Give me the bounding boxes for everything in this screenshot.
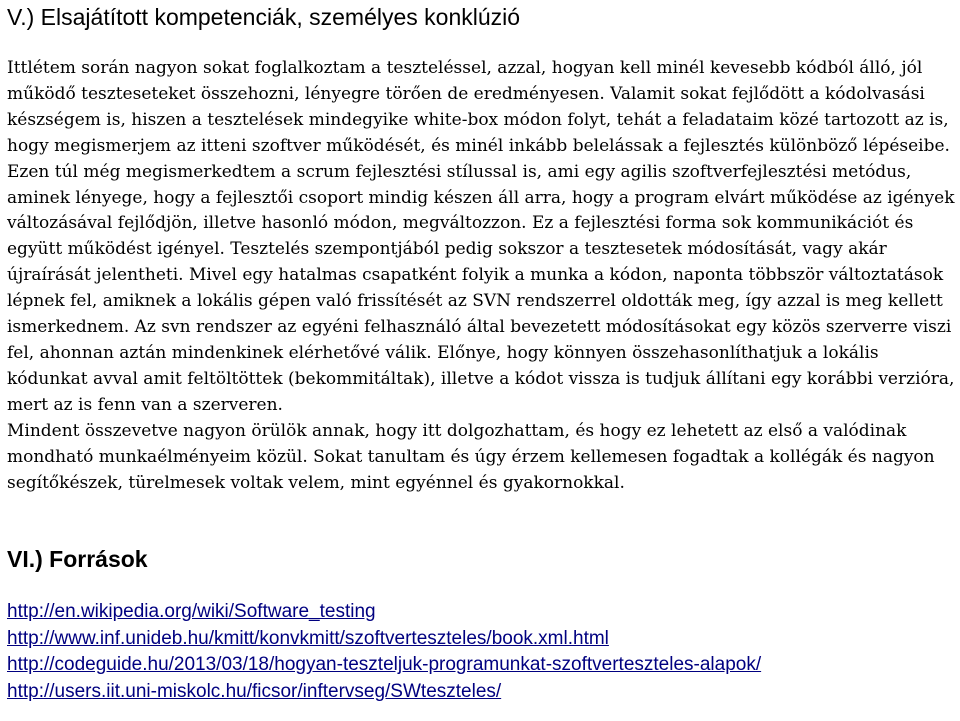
conclusion-paragraph-1: Ittlétem során nagyon sokat foglalkoztam a teszteléssel, azzal, hogyan kell minél kevesebb kódból álló, jól működő teszteseteket összehozni, lényegre törően de eredményesen. Valamit sokat fejlődött a kódolvasási készségem is, hiszen a tesztelések mindegyike white-box módon folyt, tehát a feladataim közé tartozott az is, hogy megismerjem az itteni szoftver működését, és minél inkább belelássak a fejlesztés különböző lépéseibe. Ezen túl még megismerkedtem a scrum fejlesztési stílussal is, ami egy agilis szoftverfejlesztési metódus, aminek lényege, hogy a fejlesztői csoport mindig készen áll arra, hogy a program elvárt működése az igények változásával fejlődjön, illetve hasonló módon, megváltozzon. Ez a fejlesztési forma sok kommunikációt és együtt működést igényel. Tesztelés szempontjából pedig sokszor a tesztesetek módosítását, vagy akár újraírását jelentheti. Mivel egy hatalmas csapatként folyik a munka a kódon, naponta többször változtatások lépnek fel, amiknek a lokális gépen való frissítését az SVN rendszerrel oldották meg, így azzal is meg kellett ismerkednem. Az svn rendszer az egyéni felhasználó által bevezetett módosításokat egy közös szerverre viszi fel, ahonnan aztán mindenkinek elérhetővé válik. Előnye, hogy könnyen összehasonlíthatjuk a lokális kódunkat avval amit feltöltöttek (bekommitáltak), illetve a kódot vissza is tudjuk állítani egy korábbi verzióra, mert az is fenn van a szerveren. bbox=[7, 58, 955, 415]
source-link[interactable]: http://users.iit.uni-miskolc.hu/ficsor/inftervseg/SWteszteles/ bbox=[7, 680, 502, 702]
section-heading-sources: VI.) Források bbox=[7, 546, 148, 573]
document-page bbox=[7, 0, 955, 721]
source-item bbox=[7, 652, 955, 678]
section-heading-conclusion: V.) Elsajátított kompetenciák, személyes konklúzió bbox=[7, 4, 521, 30]
conclusion-paragraph-2: Mindent összevetve nagyon örülök annak, hogy itt dolgozhattam, és hogy ez lehetett az első a valódinak mondható munkaélményeim közül. Sokat tanultam és úgy érzem kellemesen fogadtak a kollégák és nagyon segítőkészek, türelmesek voltak velem, mint egyénnel és gyakornokkal. bbox=[7, 420, 935, 493]
source-item bbox=[7, 679, 955, 705]
source-item bbox=[7, 599, 955, 625]
source-item bbox=[7, 626, 955, 652]
source-link[interactable]: http://codeguide.hu/2013/03/18/hogyan-teszteljuk-programunkat-szoftverteszteles-alapok/ bbox=[7, 654, 762, 676]
sources-list bbox=[7, 599, 955, 705]
source-link[interactable]: http://www.inf.unideb.hu/kmitt/konvkmitt/szoftverteszteles/book.xml.html bbox=[7, 627, 609, 649]
source-link[interactable]: http://en.wikipedia.org/wiki/Software_testing bbox=[7, 601, 376, 623]
